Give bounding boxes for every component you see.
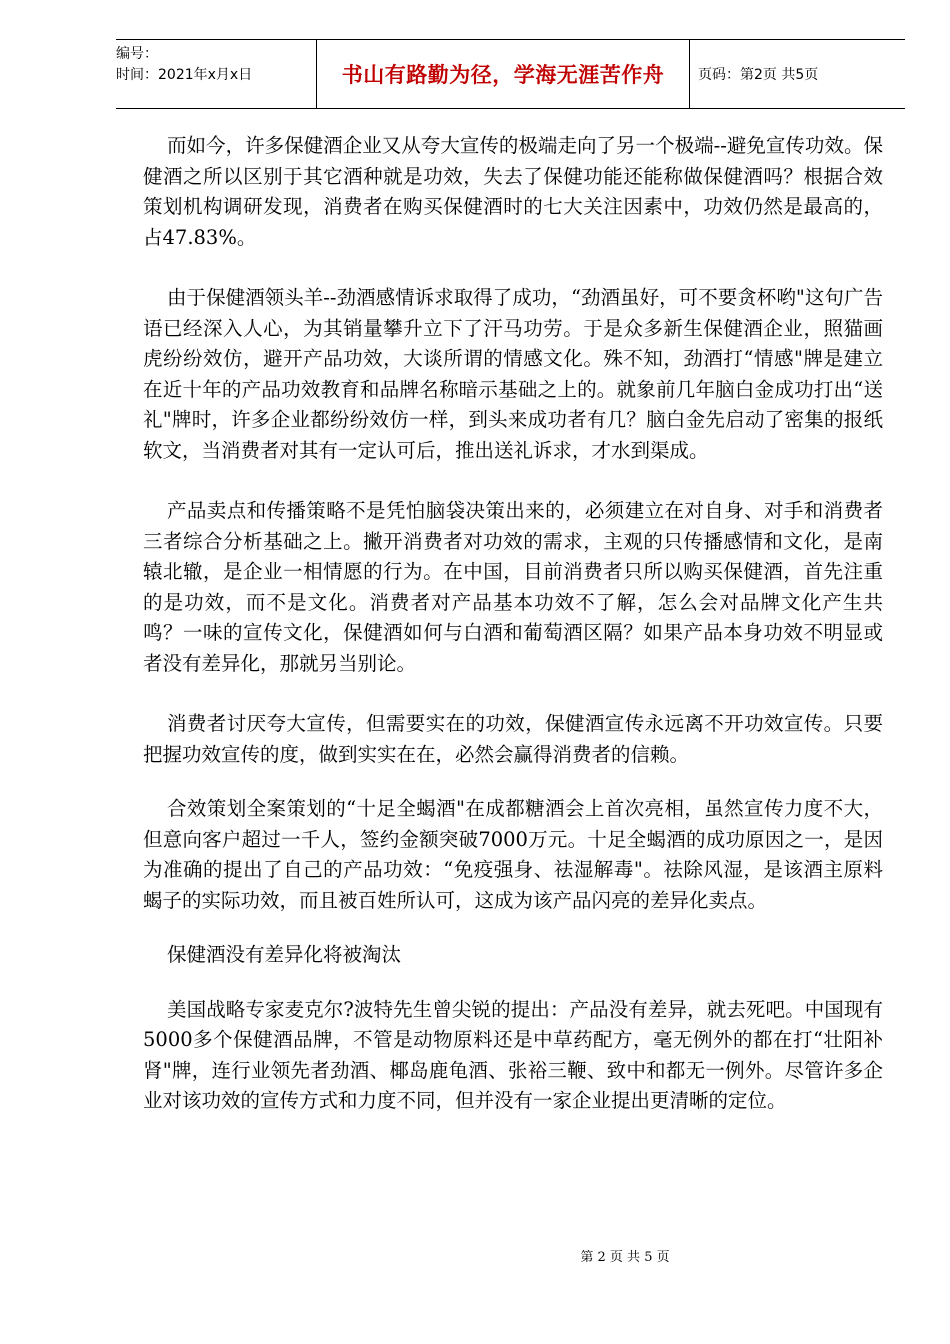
header-page-label: 页码：第2页 共5页 [698, 67, 819, 83]
footer-page-number: 第 2 页 共 5 页 [580, 1250, 670, 1265]
code-label: 编号： [116, 46, 158, 62]
paragraph: 消费者讨厌夸大宣传，但需要实在的功效，保健酒宣传永远离不开功效宣传。只要把握功效宣传的度，做到实实在在，必然会赢得消费者的信赖。 [143, 712, 883, 766]
header-motto-cell [316, 40, 690, 108]
paragraph: 而如今，许多保健酒企业又从夸大宣传的极端走向了另一个极端--避免宣传功效。保健酒之所以区别于其它酒种就是功效，失去了保健功能还能称做保健酒吗？根据合效策划机构调研发现，消费者在购买保健酒时的七大关注因素中，功效仍然是最高的，占47.83%。 [143, 134, 883, 249]
document-body [143, 131, 883, 1147]
paragraph: 产品卖点和传播策略不是凭怕脑袋决策出来的，必须建立在对自身、对手和消费者三者综合分析基础之上。撇开消费者对功效的需求，主观的只传播感情和文化，是南辕北辙，是企业一相情愿的行为。在中国，目前消费者只所以购买保健酒，首先注重的是功效，而不是文化。消费者对产品基本功效不了解，怎么会对品牌文化产生共鸣？一味的宣传文化，保健酒如何与白酒和葡萄酒区隔？如果产品本身功效不明显或者没有差异化，那就另当别论。 [143, 499, 883, 675]
section-heading: 保健酒没有差异化将被淘汰 [167, 943, 402, 966]
page-header [116, 39, 905, 109]
page-footer [0, 1246, 950, 1265]
header-meta [116, 40, 316, 108]
paragraph: 美国战略专家麦克尔?波特先生曾尖锐的提出：产品没有差异，就去死吧。中国现有5000多个保健酒品牌，不管是动物原料还是中草药配方，毫无例外的都在打“壮阳补肾"牌，连行业领先者劲酒、椰岛鹿龟酒、张裕三鞭、致中和都无一例外。尽管许多企业对该功效的宣传方式和力度不同，但并没有一家企业提出更清晰的定位。 [143, 997, 883, 1112]
paragraph: 由于保健酒领头羊--劲酒感情诉求取得了成功，“劲酒虽好，可不要贪杯哟"这句广告语已经深入人心，为其销量攀升立下了汗马功劳。于是众多新生保健酒企业，照猫画虎纷纷效仿，避开产品功效，大谈所谓的情感文化。殊不知，劲酒打“情感"牌是建立在近十年的产品功效教育和品牌名称暗示基础之上的。就象前几年脑白金成功打出“送礼"牌时，许多企业都纷纷效仿一样，到头来成功者有几？脑白金先启动了密集的报纸软文，当消费者对其有一定认可后，推出送礼诉求，才水到渠成。 [143, 286, 883, 462]
paragraph: 合效策划全案策划的“十足全蝎酒"在成都糖酒会上首次亮相，虽然宣传力度不大，但意向客户超过一千人，签约金额突破7000万元。十足全蝎酒的成功原因之一，是因为准确的提出了自己的产品功效：“免疫强身、祛湿解毒"。祛除风湿，是该酒主原料蝎子的实际功效，而且被百姓所认可，这成为该产品闪亮的差异化卖点。 [143, 797, 883, 912]
header-motto: 书山有路勤为径，学海无涯苦作舟 [341, 63, 665, 87]
header-page-cell [690, 40, 905, 108]
time-label: 时间：2021年x月x日 [116, 67, 253, 83]
